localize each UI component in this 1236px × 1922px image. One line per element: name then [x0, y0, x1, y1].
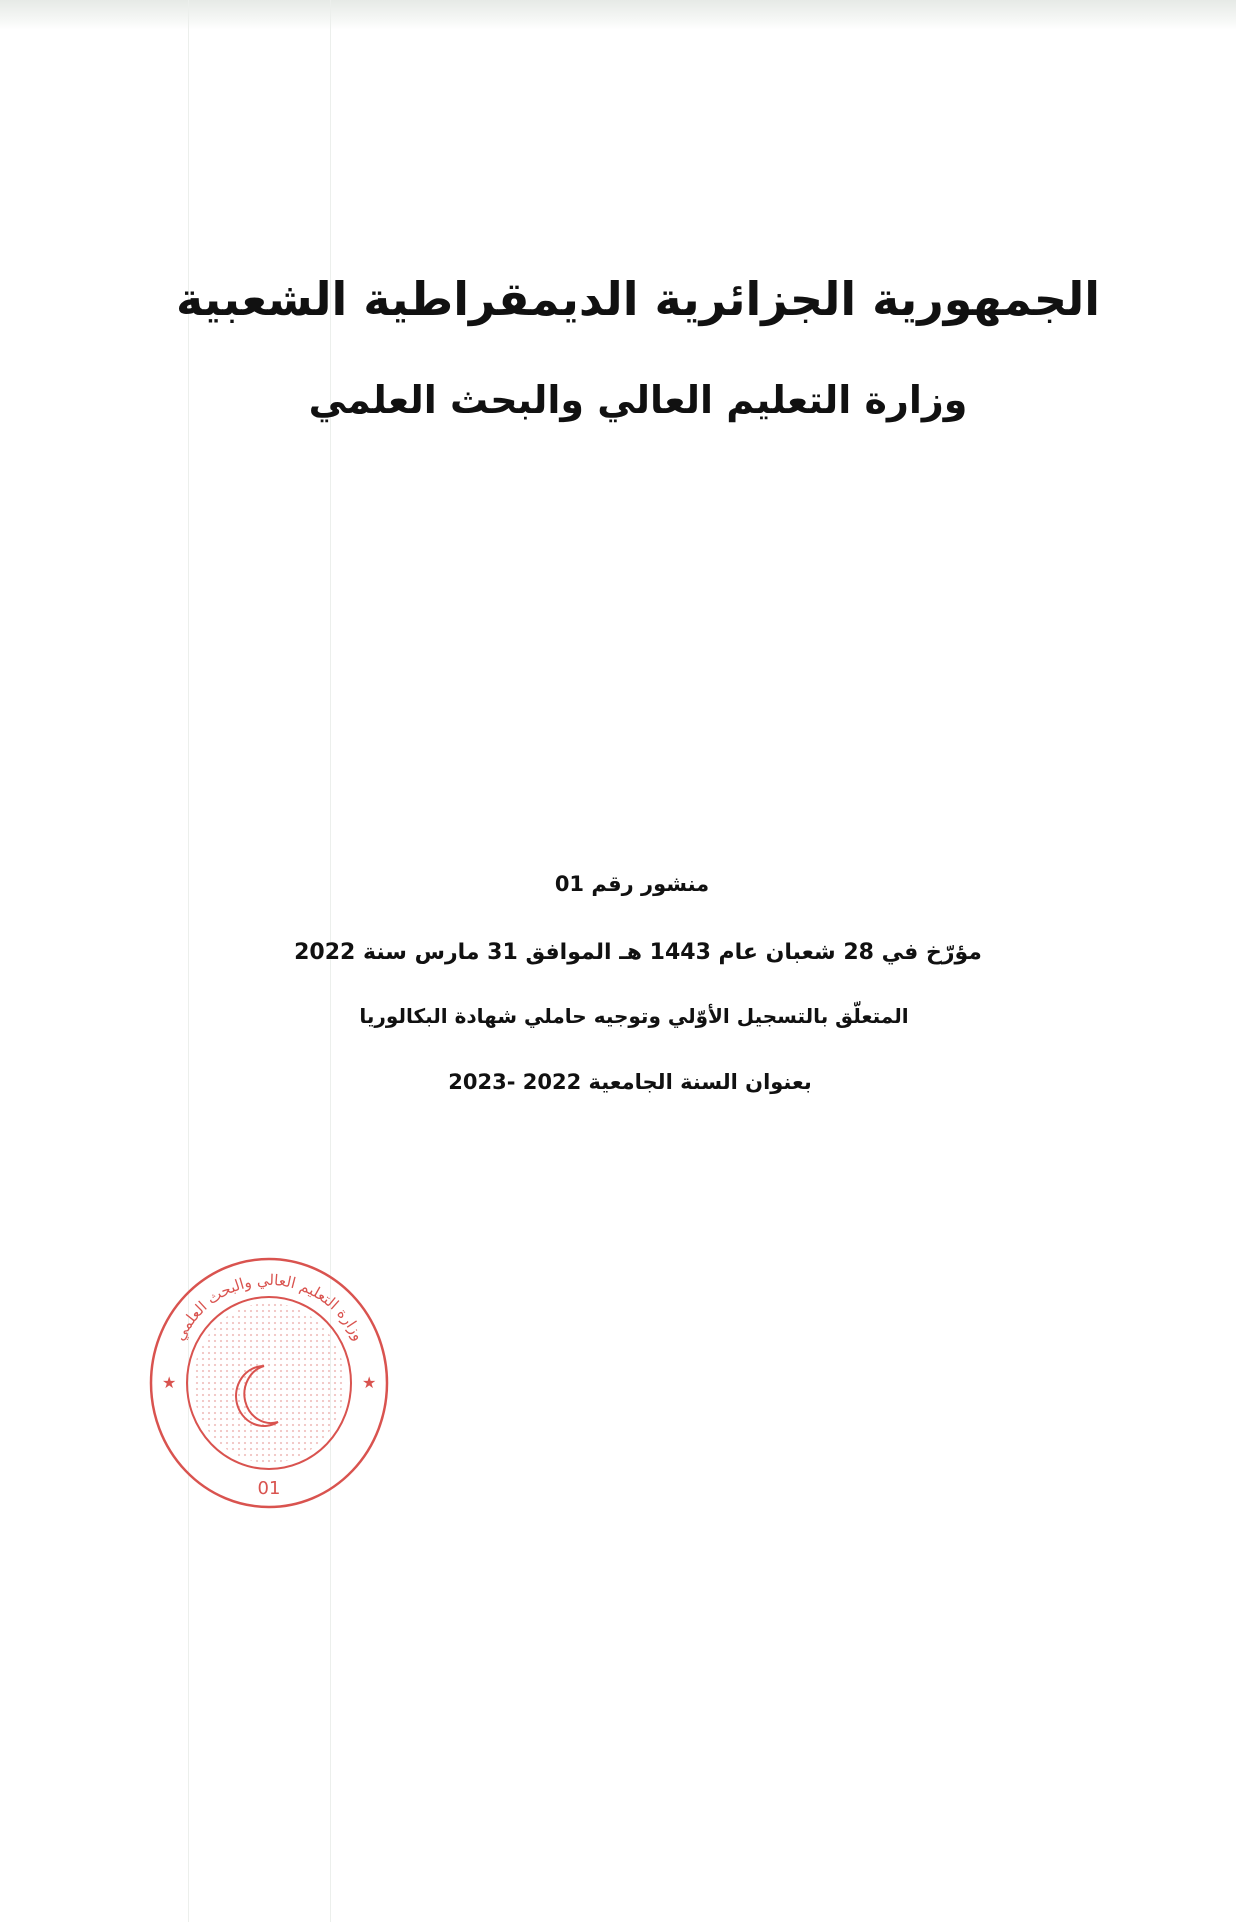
stamp-star-left: ★ [162, 1373, 177, 1392]
ministry-title: وزارة التعليم العالي والبحث العلمي [308, 378, 968, 422]
stamp-ring-text: وزارة التعليم العالي والبحث العلمي [170, 1270, 368, 1344]
circular-date: مؤرّخ في 28 شعبان عام 1443 هـ الموافق 31 مارس سنة 2022 [294, 940, 982, 965]
stamp-number: 01 [257, 1478, 281, 1499]
official-stamp [146, 1254, 392, 1512]
scan-shadow [0, 0, 1236, 30]
academic-year: بعنوان السنة الجامعية 2022 -2023 [448, 1070, 812, 1094]
stamp-star-right: ★ [362, 1373, 377, 1392]
circular-number: منشور رقم 01 [554, 872, 710, 896]
country-title: الجمهورية الجزائرية الديمقراطية الشعبية [175, 272, 1101, 326]
circular-subject: المتعلّق بالتسجيل الأوّلي وتوجيه حاملي شهادة البكالوريا [359, 1004, 909, 1028]
